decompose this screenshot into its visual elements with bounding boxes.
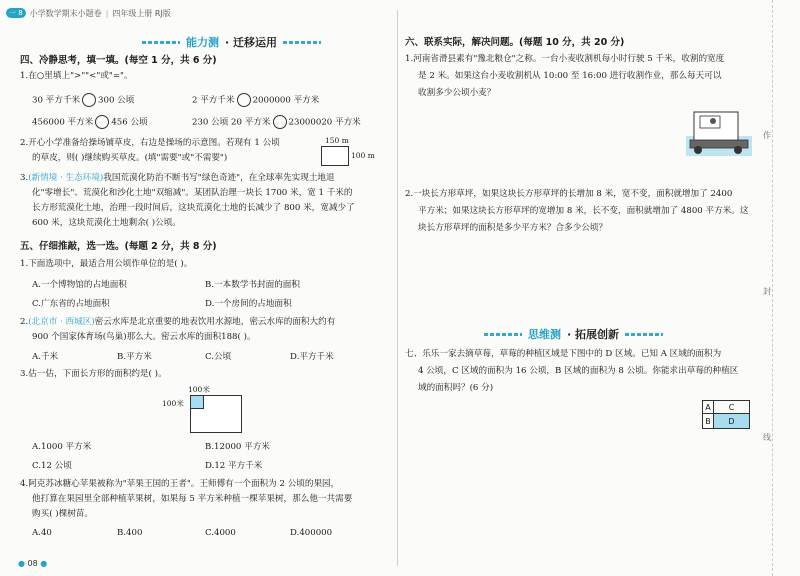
page-number: ● 08 ● <box>18 559 48 568</box>
q6-1-line1: 1.河南省滑县素有"豫北粮仓"之称。一台小麦收割机每小时行驶 5 千米，收割的宽度 <box>405 54 725 64</box>
q5-2-line2: 900 个国家体育场(鸟巢)那么大。密云水库的面积188( )。 <box>32 332 256 342</box>
ability-title: 能力测 <box>186 36 219 49</box>
region-a: A <box>703 401 714 414</box>
q4-1-row1-right: 2 平方千米 2000000 平方米 <box>192 93 319 107</box>
field-height-label: 100 m <box>351 151 375 160</box>
q6-2-line3: 块长方形草坪的面积是多少平方米？合多少公顷？ <box>418 223 608 233</box>
q7-line3: 域的面积吗？(6 分) <box>418 383 494 393</box>
q5-1-text: 1.下面选项中，最适合用公顷作单位的是( )。 <box>20 259 193 269</box>
grade-label: 四年级上册 RJ版 <box>112 8 171 18</box>
playground-diagram <box>321 146 349 166</box>
context-tag: (北京市 · 西城区) <box>28 317 95 327</box>
square-width-label: 100米 <box>188 385 210 394</box>
q5-4-option-d[interactable]: D.400000 <box>290 528 333 538</box>
margin-mark-2: 封 <box>763 287 771 296</box>
q5-3-option-c[interactable]: C.12 公顷 <box>32 461 72 471</box>
q5-4-option-b[interactable]: B.400 <box>117 528 143 538</box>
q7-line1: 七、乐乐一家去摘草莓，草莓的种植区域是下图中的 D 区域。已知 A 区域的面积为 <box>405 349 722 359</box>
q5-1-option-d[interactable]: D.一个房间的占地面积 <box>205 299 292 309</box>
compare-circle[interactable] <box>237 93 251 107</box>
q5-3-text: 3.估一估，下面长方形的面积约是( )。 <box>20 369 167 379</box>
q5-3-option-b[interactable]: B.12000 平方米 <box>205 442 270 452</box>
q4-3-line4: 600 米，这块荒漠化土地剩余( )公顷。 <box>32 218 181 228</box>
margin-mark-3: 线 <box>763 433 771 442</box>
q5-3-option-a[interactable]: A.1000 平方米 <box>32 442 92 452</box>
ability-subtitle: · 迁移运用 <box>225 36 278 49</box>
ability-banner <box>142 34 321 50</box>
q5-4-option-c[interactable]: C.4000 <box>205 528 236 538</box>
section-5-title: 五、仔细推敲，选一选。(每题 2 分，共 8 分) <box>20 241 217 252</box>
column-divider <box>397 10 398 566</box>
q6-2-line1: 2.一块长方形草坪，如果这块长方形草坪的长增加 8 米，宽不变，面积就增加了 2400 <box>405 189 733 199</box>
q4-2-line1: 2.开心小学准备给操场铺草皮，右边是操场的示意图。若现有 1 公顷 <box>20 138 280 148</box>
section-4-title: 四、冷静思考，填一填。(每空 1 分，共 6 分) <box>20 55 217 66</box>
unit-square <box>190 395 204 409</box>
thinking-title: 思维测 <box>528 328 561 341</box>
q5-3-option-d[interactable]: D.12 平方千米 <box>205 461 263 471</box>
q5-2-option-d[interactable]: D.平方千米 <box>290 352 334 362</box>
q5-2-option-b[interactable]: B.平方米 <box>117 352 152 362</box>
field-width-label: 150 m <box>325 136 349 145</box>
region-c: C <box>714 401 750 414</box>
q7-line2: 4 公顷，C 区域的面积为 16 公顷，B 区域的面积为 8 公顷。你能求出草莓的种植区 <box>418 366 739 376</box>
q5-1-option-c[interactable]: C.广东省的占地面积 <box>32 299 110 309</box>
q4-1-row2-left: 456000 平方米 456 公顷 <box>32 115 148 129</box>
q4-3-line3: 长方形荒漠化土地，治理一段时间后，这块荒漠化土地的长减少了 800 米，宽减少了 <box>32 203 355 213</box>
q5-1-option-b[interactable]: B.一本数学书封面的面积 <box>205 280 300 290</box>
compare-circle[interactable] <box>82 93 96 107</box>
q4-2-line2: 的草皮，则( )继续购买草皮。(填"需要"或"不需要") <box>32 153 228 163</box>
region-diagram <box>702 400 750 429</box>
q4-1-text: 1.在○里填上">""<"或"="。 <box>20 71 133 81</box>
q6-1-line3: 收割多少公顷小麦？ <box>418 88 496 98</box>
q5-4-option-a[interactable]: A.40 <box>32 528 52 538</box>
q6-1-line2: 是 2 米。如果这台小麦收割机从 10:00 至 16:00 进行收割作业，那么每天可以 <box>418 71 722 81</box>
q5-1-option-a[interactable]: A.一个博物馆的占地面积 <box>32 280 127 290</box>
series-title: 小学数学期末小题卷 <box>29 8 102 18</box>
q5-4-line2: 他打算在果园里全部种植苹果树，如果每 5 平方米种植一棵苹果树，那么他一共需要 <box>32 494 353 504</box>
q5-2-option-a[interactable]: A.千米 <box>32 352 59 362</box>
compare-circle[interactable] <box>95 115 109 129</box>
q6-2-line2: 平方米；如果这块长方形草坪的宽增加 8 米，长不变，面积就增加了 4800 平方米。这 <box>418 206 749 216</box>
q4-1-row2-right: 230 公顷 20 平方米 23000020 平方米 <box>192 115 361 129</box>
page-header: 一 8 小学数学期末小题卷 | 四年级上册 RJ版 <box>6 6 171 20</box>
square-height-label: 100米 <box>162 399 184 408</box>
context-tag: (新情境 · 生态环境) <box>28 173 104 183</box>
harvester-illustration <box>686 106 752 158</box>
section-6-title: 六、联系实际，解决问题。(每题 10 分，共 20 分) <box>405 37 625 48</box>
margin-mark-1: 作 <box>763 131 771 140</box>
q4-1-row1-left: 30 平方千米 300 公顷 <box>32 93 134 107</box>
q5-4-line1: 4.阿克苏冰糖心苹果被称为"苹果王国的王者"。王师傅有一个面积为 2 公顷的果园， <box>20 479 340 489</box>
q5-4-line3: 购买( )棵树苗。 <box>32 509 93 519</box>
region-b: B <box>703 414 714 429</box>
series-badge: 一 8 <box>6 8 26 18</box>
thinking-banner <box>484 326 663 342</box>
thinking-subtitle: · 拓展创新 <box>567 328 620 341</box>
q4-3-line2: 化"零增长"、荒漠化和沙化土地"双缩减"。某团队治理一块长 1700 米，宽 1 千米的 <box>32 188 353 198</box>
binding-line <box>772 0 773 576</box>
q4-3-line1: 3.(新情境 · 生态环境)我国荒漠化防治不断书写"绿色奇迹"，在全球率先实现土地退 <box>20 173 335 183</box>
region-d: D <box>714 414 750 429</box>
q5-2-line1: 2.(北京市 · 西城区)密云水库是北京重要的地表饮用水源地，密云水库的面积大约有 <box>20 317 336 327</box>
q5-2-option-c[interactable]: C.公顷 <box>205 352 232 362</box>
compare-circle[interactable] <box>273 115 287 129</box>
